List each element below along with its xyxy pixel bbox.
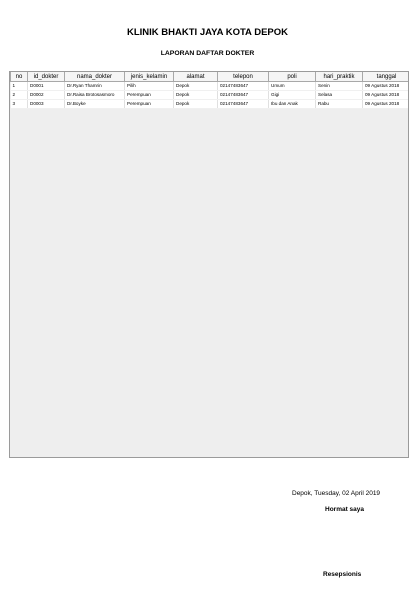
cell-telepon: 02147483647: [218, 82, 269, 91]
cell-alamat: Depok: [174, 100, 218, 109]
cell-hari-praktik: Selasa: [316, 91, 363, 100]
cell-hari-praktik: Rabu: [316, 100, 363, 109]
cell-nama-dokter: Dr.Ryan Thamrin: [65, 82, 125, 91]
column-header-no[interactable]: no: [11, 72, 28, 82]
column-header-telepon[interactable]: telepon: [218, 72, 269, 82]
cell-poli: Umum: [269, 82, 316, 91]
column-header-id-dokter[interactable]: id_dokter: [28, 72, 65, 82]
cell-id-dokter: D0002: [28, 91, 65, 100]
column-header-nama-dokter[interactable]: nama_dokter: [65, 72, 125, 82]
cell-tanggal: 09 Agustus 2018: [363, 91, 410, 100]
report-title: KLINIK BHAKTI JAYA KOTA DEPOK: [127, 27, 288, 38]
cell-jenis-kelamin: Perempuan: [125, 91, 174, 100]
cell-telepon: 02147483647: [218, 100, 269, 109]
cell-id-dokter: D0001: [28, 82, 65, 91]
table-row[interactable]: [11, 82, 410, 91]
cell-no: 3: [11, 100, 28, 109]
table-row[interactable]: [11, 100, 410, 109]
table-row[interactable]: [11, 91, 410, 100]
cell-telepon: 02147483647: [218, 91, 269, 100]
cell-hari-praktik: Senin: [316, 82, 363, 91]
doctor-table-grid: [9, 71, 409, 458]
column-header-poli[interactable]: poli: [269, 72, 316, 82]
cell-id-dokter: D0003: [28, 100, 65, 109]
cell-alamat: Depok: [174, 91, 218, 100]
cell-nama-dokter: Dr.Raisa Brotosasmoro: [65, 91, 125, 100]
cell-jenis-kelamin: Pilih: [125, 82, 174, 91]
column-header-hari-praktik[interactable]: hari_praktik: [316, 72, 363, 82]
column-header-alamat[interactable]: alamat: [174, 72, 218, 82]
footer-place-date: Depok, Tuesday, 02 April 2019: [292, 490, 381, 497]
cell-poli: Gigi: [269, 91, 316, 100]
footer-signer: Resepsionis: [323, 571, 362, 578]
cell-no: 1: [11, 82, 28, 91]
table-header-row: [11, 72, 410, 82]
report-subtitle: LAPORAN DAFTAR DOKTER: [160, 50, 255, 57]
column-header-jenis-kelamin[interactable]: jenis_kelamin: [125, 72, 174, 82]
cell-tanggal: 09 Agustus 2018: [363, 82, 410, 91]
doctor-table: [10, 72, 409, 109]
cell-jenis-kelamin: Perempuan: [125, 100, 174, 109]
cell-tanggal: 09 Agustus 2018: [363, 100, 410, 109]
column-header-tanggal[interactable]: tanggal: [363, 72, 410, 82]
cell-alamat: Depok: [174, 82, 218, 91]
cell-poli: Ibu dan Anak: [269, 100, 316, 109]
cell-nama-dokter: Dr.Boyke: [65, 100, 125, 109]
cell-no: 2: [11, 91, 28, 100]
footer-greeting: Hormat saya: [325, 506, 365, 513]
